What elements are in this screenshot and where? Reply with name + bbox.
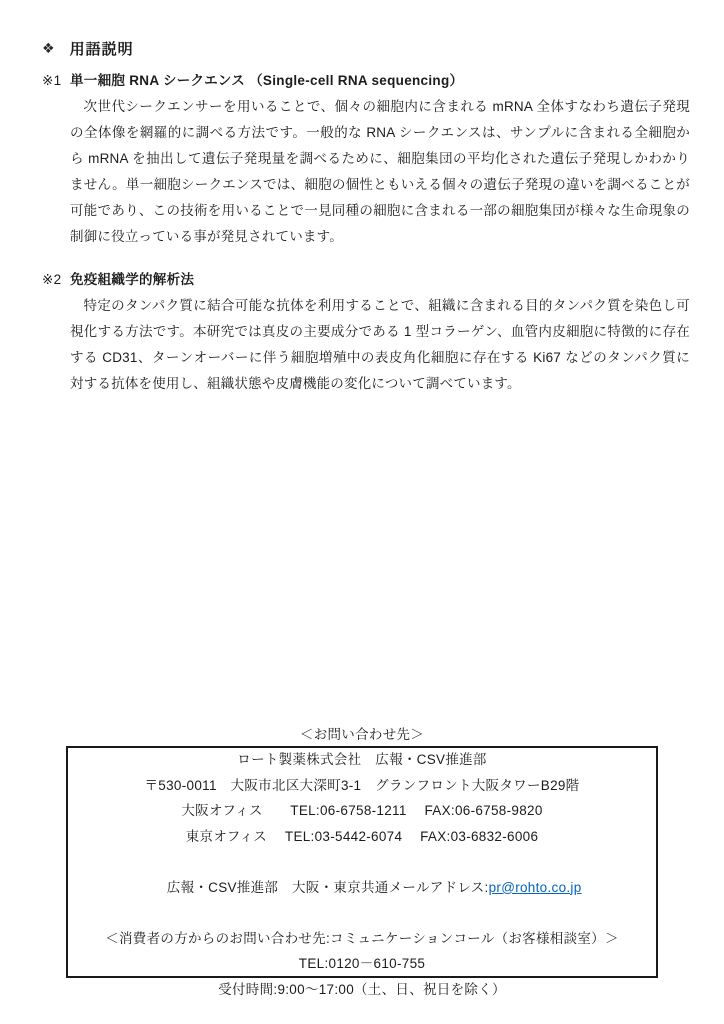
term-2-title: 免疫組織学的解析法 [70, 272, 195, 287]
diamond-bullet-icon: ❖ [42, 40, 56, 56]
contact-osaka-office: 大阪オフィス TEL:06-6758-1211 FAX:06-6758-9820 [181, 803, 543, 819]
term-2-heading [42, 267, 690, 293]
term-1-heading [42, 68, 690, 94]
glossary-section [0, 0, 724, 397]
contact-box-title: ＜お問い合わせ先＞ [299, 726, 425, 742]
term-2-body: 特定のタンパク質に結合可能な抗体を利用することで、組織に含まれる目的タンパク質を染色し可視化する方法です。本研究では真皮の主要成分である 1 型コラーゲン、血管内皮細胞に特徴的に存在する CD31、ターンオーバーに伴う細胞増殖中の表皮角化細胞に存在する Ki67 などのタンパク質に対する抗体を使用し、組織状態や皮膚機能の変化について調べています。 [70, 298, 690, 391]
glossary-heading-label: 用語説明 [69, 41, 134, 58]
term-2-marker: ※2 [42, 272, 62, 287]
contact-info-box [66, 726, 658, 997]
contact-consumer-line: ＜消費者の方からのお問い合わせ先:コミュニケーションコール（お客様相談室）＞ [105, 930, 619, 946]
term-1-title: 単一細胞 RNA シークエンス （Single-cell RNA sequencing） [70, 73, 464, 88]
email-link[interactable]: pr@rohto.co.jp [488, 879, 582, 895]
contact-hours: 受付時間:9:00～17:00（土、日、祝日を除く） [218, 981, 506, 997]
contact-address: 〒530-0011 大阪市北区大深町3-1 グランフロント大阪タワーB29階 [144, 777, 580, 793]
contact-company: ロート製薬株式会社 広報・CSV推進部 [237, 752, 487, 768]
contact-email-label: 広報・CSV推進部 大阪・東京共通メールアドレス: [166, 879, 489, 895]
contact-tokyo-office: 東京オフィス TEL:03-5442-6074 FAX:03-6832-6006 [185, 828, 539, 844]
glossary-term-1 [42, 68, 690, 250]
term-1-body: 次世代シークエンサーを用いることで、個々の細胞内に含まれる mRNA 全体すなわち遺伝子発現の全体像を網羅的に調べる方法です。一般的な RNA シークエンスは、サンプルに含まれる全細胞から mRNA を抽出して遺伝子発現量を調べるために、細胞集団の平均化された遺伝子発現しかわかりません。単一細胞シークエンスでは、細胞の個性ともいえる個々の遺伝子発現の違いを調べることが可能であり、この技術を用いることで一見同種の細胞に含まれる一部の細胞集団が様々な生命現象の制御に役立っている事が発見されています。 [70, 99, 690, 244]
contact-email-line [142, 849, 581, 926]
glossary-heading [42, 38, 690, 59]
glossary-term-2 [42, 267, 690, 397]
term-1-marker: ※1 [42, 73, 62, 88]
contact-consumer-tel: TEL:0120－610-755 [298, 956, 426, 972]
